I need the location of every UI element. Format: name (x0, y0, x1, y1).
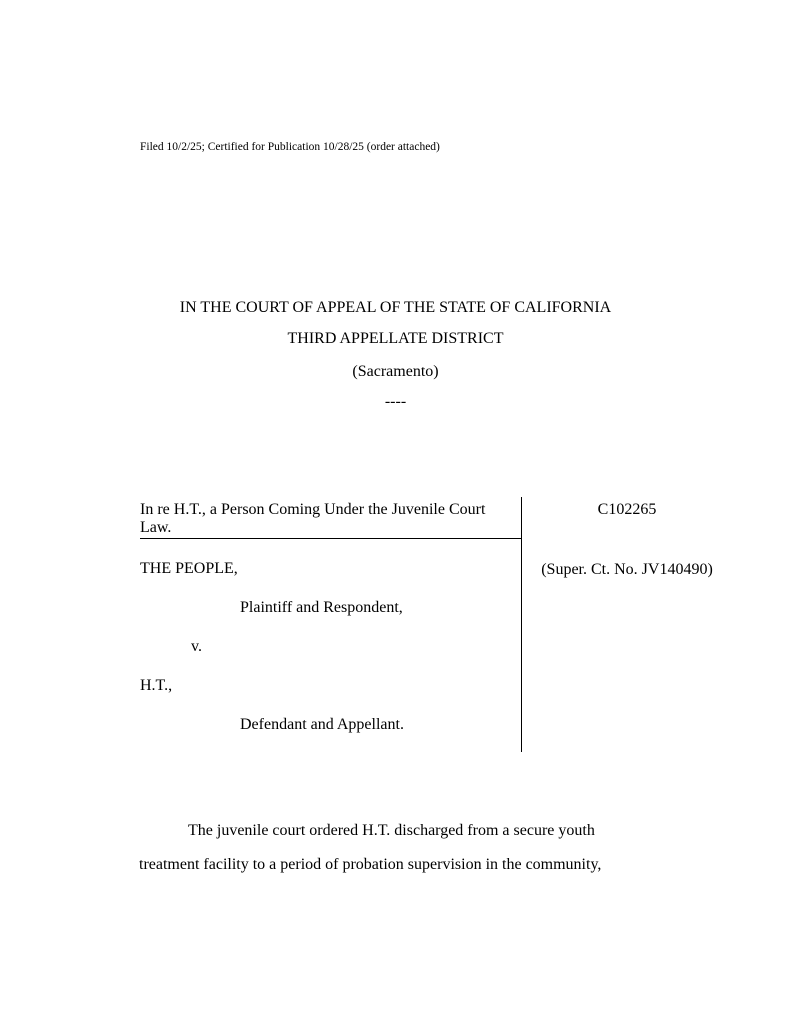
defendant-role: Defendant and Appellant. (240, 716, 404, 733)
opinion-line-1: The juvenile court ordered H.T. discharged from a secure youth (188, 822, 595, 839)
opinion-line-2: treatment facility to a period of probation supervision in the community, (139, 856, 602, 873)
plaintiff-role: Plaintiff and Respondent, (240, 599, 403, 616)
case-number: C102265 (597, 501, 657, 518)
superior-court-number: (Super. Ct. No. JV140490) (541, 561, 713, 578)
defendant-name: H.T., (140, 677, 173, 694)
court-name: IN THE COURT OF APPEAL OF THE STATE OF CALIFORNIA (179, 299, 612, 316)
appellate-district: THIRD APPELLATE DISTRICT (287, 330, 504, 347)
heading-separator: ---- (384, 393, 407, 410)
caption-vertical-rule (521, 497, 522, 752)
versus: v. (191, 638, 202, 655)
plaintiff-name: THE PEOPLE, (140, 560, 238, 577)
caption-horizontal-rule (140, 538, 521, 539)
county: (Sacramento) (352, 363, 439, 380)
caption-in-re: In re H.T., a Person Coming Under the Juvenile Court Law. (140, 501, 486, 536)
filing-notice: Filed 10/2/25; Certified for Publication 10/28/25 (order attached) (140, 141, 440, 153)
